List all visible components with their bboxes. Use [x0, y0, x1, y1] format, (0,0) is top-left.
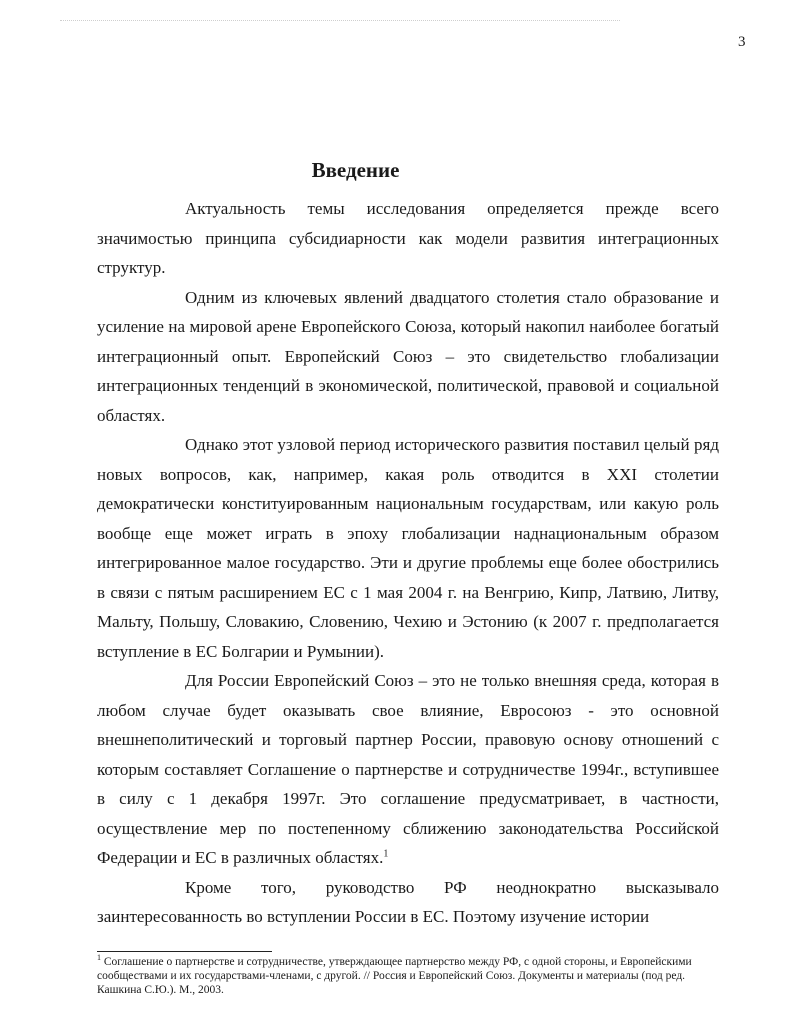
scan-artifact-line [60, 20, 620, 21]
footnote [97, 955, 719, 997]
paragraph-2: Одним из ключевых явлений двадцатого столетия стало образование и усиление на мировой арене Европейского Союза, который накопил наиболее богатый интеграционный опыт. Европейский Союз – это свидетельство глобализации интеграционных тенденций в экономической, политической, правовой и социальной областях. [97, 287, 719, 425]
paragraph-3: Однако этот узловой период исторического развития поставил целый ряд новых вопросов, как, например, какая роль отводится в XXI столетии демократически конституированным национальным государствам, или какую роль вообще еще может играть в эпоху глобализации наднациональным образом интегрированное малое государство. Эти и другие проблемы еще более обострились в связи с пятым расширением ЕС с 1 мая 2004 г. на Венгрию, Кипр, Латвию, Литву, Мальту, Польшу, Словакию, Словению, Чехию и Эстонию (к 2007 г. предполагается вступление в ЕС Болгарии и Румынии). [97, 435, 719, 661]
footnote-reference[interactable]: 1 [383, 848, 389, 860]
paragraph-4-text: Для России Европейский Союз – это не только внешняя среда, которая в любом случае будет оказывать свое влияние, Евросоюз - это основной внешнеполитический и торговый партнер России, правовую основу отношений с которым составляет Соглашение о партнерстве и сотрудничестве 1994г., вступившее в силу с 1 декабря 1997г. Это соглашение предусматривает, в частности, осуществление мер по постепенному сближению законодательства Российской Федерации и ЕС в различных областях. [97, 671, 719, 867]
paragraph-4 [97, 666, 719, 873]
footnote-divider [97, 951, 272, 952]
paragraph-5: Кроме того, руководство РФ неоднократно высказывало заинтересованность во вступлении России в ЕС. Поэтому изучение истории [97, 877, 719, 926]
footnote-marker: 1 [97, 953, 101, 963]
body-text [97, 194, 719, 932]
footnote-text: Соглашение о партнерстве и сотрудничестве, утверждающее партнерство между РФ, с одной стороны, и Европейскими сообществами и их государствами-членами, с другой. // Россия и Европейский Союз. Документы и материалы (под ред. Кашкина С.Ю.). М., 2003. [97, 956, 692, 996]
section-title: Введение [311, 158, 400, 182]
page-number: 3 [738, 34, 746, 50]
paragraph-1: Актуальность темы исследования определяется прежде всего значимостью принципа субсидиарности как модели развития интеграционных структур. [97, 199, 719, 277]
